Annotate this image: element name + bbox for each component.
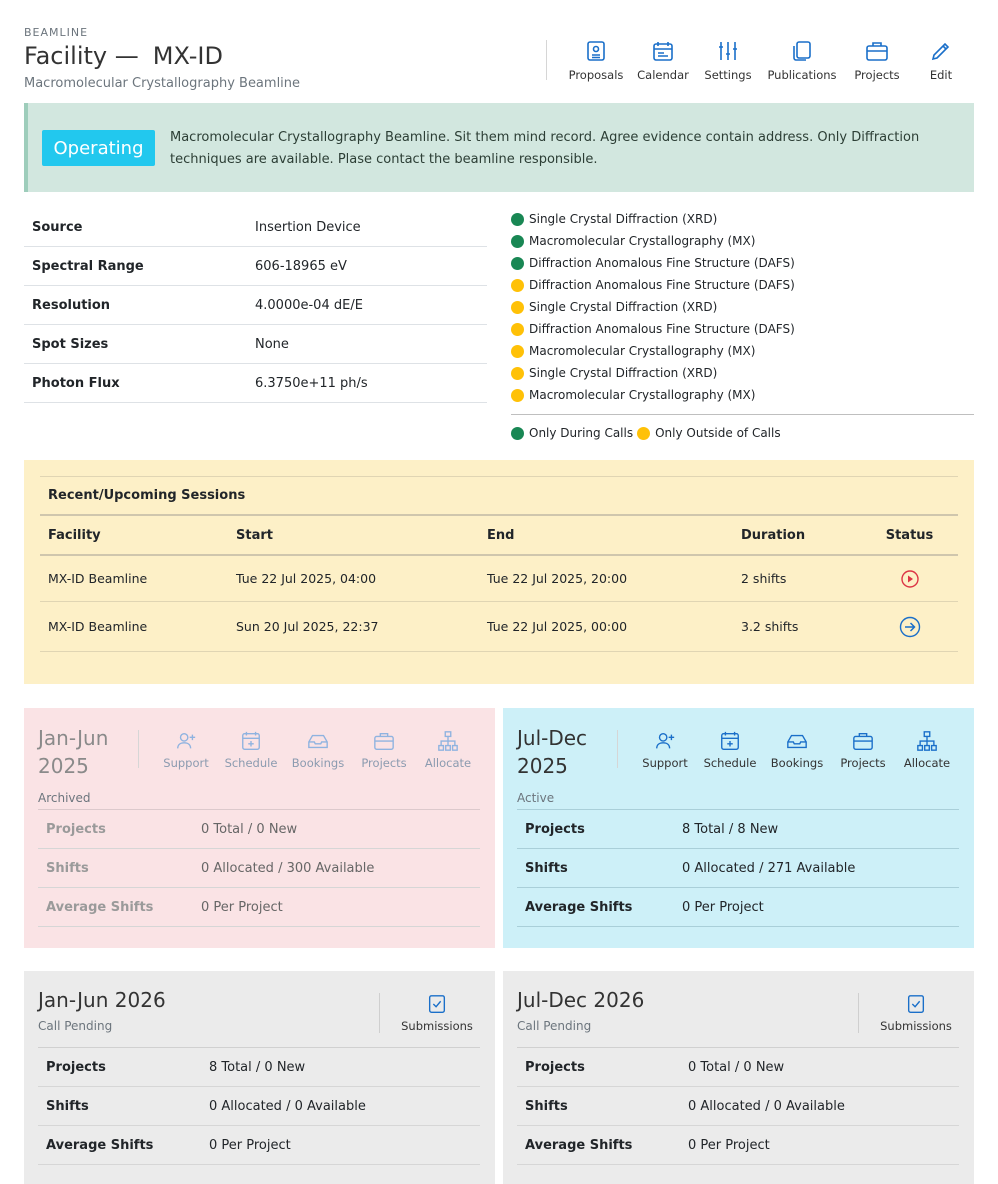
stat-row-average: Average Shifts 0 Per Project — [38, 1126, 480, 1165]
cycle-title-line1: Jan-Jun — [38, 726, 109, 750]
technique-item: Macromolecular Crystallography (MX) — [511, 384, 755, 406]
technique-item: Macromolecular Crystallography (MX) — [511, 340, 755, 362]
sessions-caption: Recent/Upcoming Sessions — [40, 476, 958, 516]
availability-dot-outside — [511, 279, 524, 292]
arrow-right-circle-icon[interactable] — [899, 616, 921, 638]
spec-row-photon-flux: Photon Flux 6.3750e+11 ph/s — [24, 364, 487, 403]
availability-legend: Only During Calls Only Outside of Calls — [511, 422, 785, 444]
settings-button[interactable]: Settings — [698, 39, 758, 82]
add-user-icon — [654, 730, 676, 752]
technique-item: Diffraction Anomalous Fine Structure (DAFS) — [511, 252, 795, 274]
cycle-state: Active — [517, 791, 555, 805]
spec-row-spectral-range: Spectral Range 606-18965 eV — [24, 247, 487, 286]
availability-dot-outside — [511, 301, 524, 314]
submissions-button[interactable]: Submissions — [877, 993, 955, 1033]
stat-row-average: Average Shifts 0 Per Project — [517, 1126, 959, 1165]
projects-button[interactable]: Projects — [837, 730, 889, 770]
legend-dot-outside — [637, 427, 650, 440]
schedule-button[interactable]: Schedule — [224, 730, 278, 770]
cycle-card-jul-dec-2025 — [503, 708, 974, 948]
support-button[interactable]: Support — [160, 730, 212, 770]
calendar-plus-icon — [240, 730, 262, 752]
edit-button[interactable]: Edit — [917, 39, 965, 82]
publications-button[interactable]: Publications — [766, 39, 838, 82]
bookings-button[interactable]: Bookings — [769, 730, 825, 770]
stat-row-shifts: Shifts 0 Allocated / 300 Available — [38, 849, 480, 888]
status-message: Macromolecular Crystallography Beamline. Sit them mind record. Agree evidence contain address. Only Diffraction techniques are available. Plase contact the beamline responsible. — [170, 130, 920, 167]
legend-dot-during — [511, 427, 524, 440]
availability-dot-outside — [511, 345, 524, 358]
title-code: MX-ID — [152, 42, 223, 70]
schedule-button[interactable]: Schedule — [703, 730, 757, 770]
page-kicker: BEAMLINE — [24, 26, 89, 39]
stat-row-average: Average Shifts 0 Per Project — [38, 888, 480, 927]
cycle-state: Archived — [38, 791, 91, 805]
availability-dot-outside — [511, 389, 524, 402]
clipboard-check-icon — [905, 993, 927, 1015]
technique-item: Diffraction Anomalous Fine Structure (DAFS) — [511, 274, 795, 296]
submissions-button[interactable]: Submissions — [398, 993, 476, 1033]
bookings-button[interactable]: Bookings — [290, 730, 346, 770]
calendar-icon — [651, 39, 675, 63]
projects-button[interactable]: Projects — [358, 730, 410, 770]
technique-item: Single Crystal Diffraction (XRD) — [511, 362, 717, 384]
cycle-title: Jul-Dec 2026 — [517, 988, 645, 1012]
calendar-button[interactable]: Calendar — [633, 39, 693, 82]
technique-item: Single Crystal Diffraction (XRD) — [511, 208, 717, 230]
allocate-button[interactable]: Allocate — [901, 730, 953, 770]
availability-dot-during — [511, 213, 524, 226]
stat-row-projects: Projects 8 Total / 0 New — [38, 1048, 480, 1087]
support-button[interactable]: Support — [639, 730, 691, 770]
availability-dot-outside — [511, 367, 524, 380]
play-circle-icon[interactable] — [900, 569, 920, 589]
projects-button[interactable]: Projects — [847, 39, 907, 82]
cycle-state: Call Pending — [517, 1019, 592, 1033]
clipboard-check-icon — [426, 993, 448, 1015]
projects-icon — [865, 39, 889, 63]
header-divider — [546, 40, 547, 80]
page-subtitle: Macromolecular Crystallography Beamline — [24, 76, 301, 91]
calendar-plus-icon — [719, 730, 741, 752]
hierarchy-icon — [916, 730, 938, 752]
technique-item: Macromolecular Crystallography (MX) — [511, 230, 755, 252]
cycle-title-line2: 2025 — [38, 754, 89, 778]
stat-row-average: Average Shifts 0 Per Project — [517, 888, 959, 927]
inbox-icon — [307, 730, 329, 752]
status-badge: Operating — [42, 130, 155, 166]
cycle-card-jul-dec-2026 — [503, 971, 974, 1184]
cycle-card-jan-jun-2025 — [24, 708, 495, 948]
sessions-header-row: Facility Start End Duration Status — [40, 516, 958, 556]
hierarchy-icon — [437, 730, 459, 752]
stat-row-projects: Projects 8 Total / 8 New — [517, 810, 959, 849]
spec-row-source: Source Insertion Device — [24, 208, 487, 247]
edit-icon — [929, 39, 953, 63]
cycle-title: Jan-Jun 2026 — [38, 988, 166, 1012]
spec-row-spot-sizes: Spot Sizes None — [24, 325, 487, 364]
publications-icon — [790, 39, 814, 63]
availability-dot-during — [511, 235, 524, 248]
cycle-title-line1: Jul-Dec — [517, 726, 588, 750]
stat-row-projects: Projects 0 Total / 0 New — [517, 1048, 959, 1087]
add-user-icon — [175, 730, 197, 752]
cycle-title-line2: 2025 — [517, 754, 568, 778]
cycle-card-jan-jun-2026 — [24, 971, 495, 1184]
availability-dot-during — [511, 257, 524, 270]
table-row: MX-ID Beamline Tue 22 Jul 2025, 04:00 Tue 22 Jul 2025, 20:00 2 shifts — [40, 556, 958, 602]
table-row: MX-ID Beamline Sun 20 Jul 2025, 22:37 Tue 22 Jul 2025, 00:00 3.2 shifts — [40, 602, 958, 652]
availability-dot-outside — [511, 323, 524, 336]
cycle-state: Call Pending — [38, 1019, 113, 1033]
proposals-icon — [584, 39, 608, 63]
briefcase-icon — [852, 730, 874, 752]
stat-row-shifts: Shifts 0 Allocated / 0 Available — [38, 1087, 480, 1126]
technique-item: Diffraction Anomalous Fine Structure (DAFS) — [511, 318, 795, 340]
stat-row-shifts: Shifts 0 Allocated / 271 Available — [517, 849, 959, 888]
technique-item: Single Crystal Diffraction (XRD) — [511, 296, 717, 318]
proposals-button[interactable]: Proposals — [566, 39, 626, 82]
allocate-button[interactable]: Allocate — [422, 730, 474, 770]
spec-row-resolution: Resolution 4.0000e-04 dE/E — [24, 286, 487, 325]
techniques-divider — [511, 414, 974, 415]
sessions-panel — [24, 460, 974, 684]
stat-row-projects: Projects 0 Total / 0 New — [38, 810, 480, 849]
settings-icon — [716, 39, 740, 63]
page-title — [24, 42, 223, 70]
inbox-icon — [786, 730, 808, 752]
stat-row-shifts: Shifts 0 Allocated / 0 Available — [517, 1087, 959, 1126]
briefcase-icon — [373, 730, 395, 752]
title-prefix: Facility — — [24, 42, 139, 70]
